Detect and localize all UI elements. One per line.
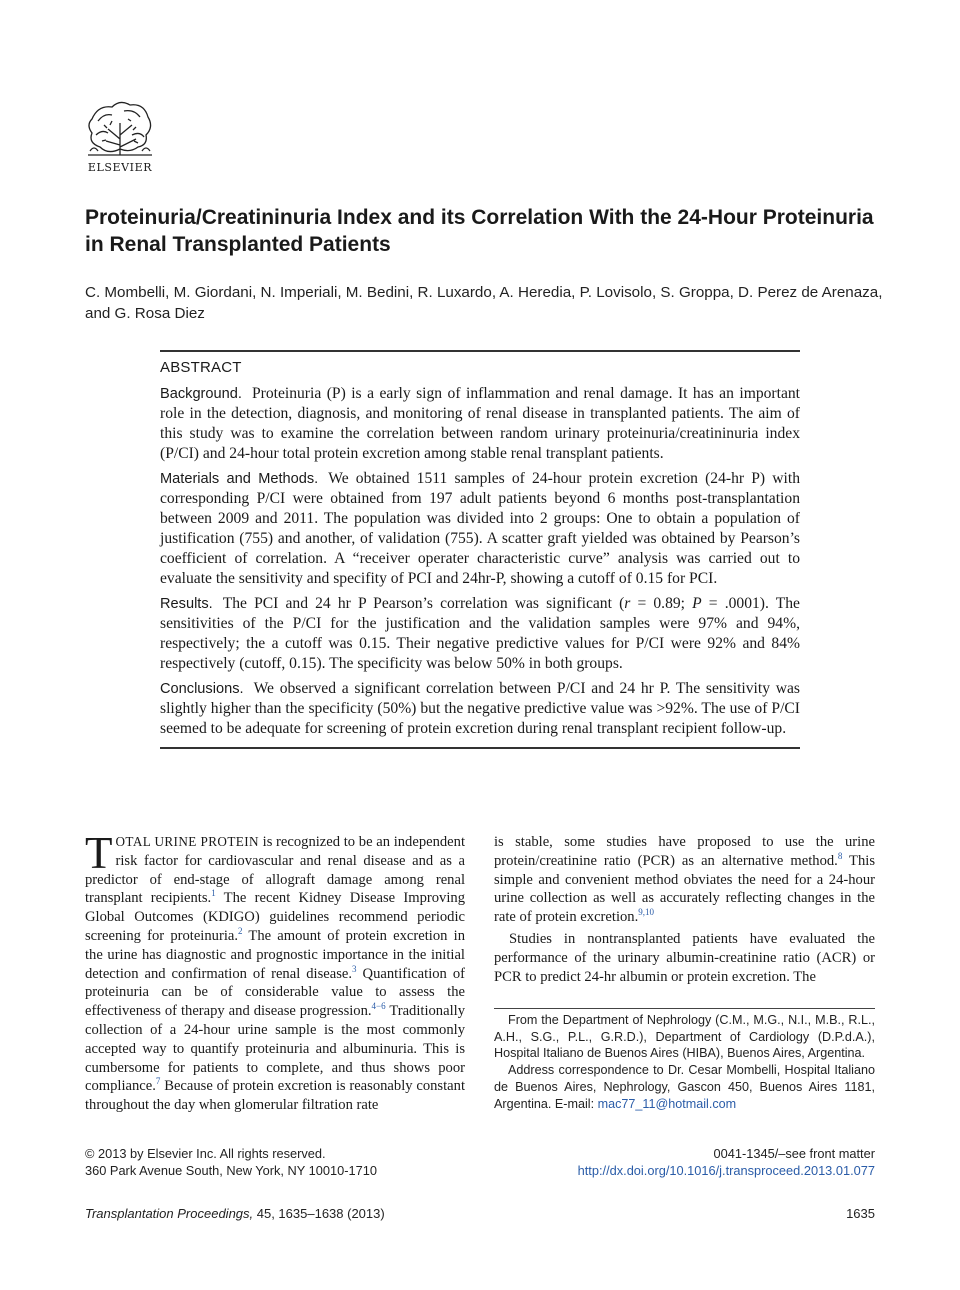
body-text: is recognized to be an independent risk factor for cardiovascular and renal disease and as a predictor of end-stage of allograft damage among renal transplant recipients. (85, 834, 466, 907)
footer-left (85, 1146, 377, 1179)
abstract-results (160, 594, 800, 674)
logo-wordmark: ELSEVIER (87, 161, 153, 173)
reference-link[interactable]: 3 (352, 963, 357, 974)
affiliation-from: From the Department of Nephrology (C.M., M.G., N.I., M.B., R.L., A.H., S.G., P.L., G.R.D.), Department of Cardiology (D.P.d.A.), Hospital Italiano de Buenos Aires (HIBA), Buenos Aires, Argentina. (494, 1013, 875, 1061)
email-link[interactable]: mac77_11@hotmail.com (597, 1096, 737, 1111)
publisher-address: 360 Park Avenue South, New York, NY 10010-1710 (85, 1162, 377, 1178)
correspondence-text: Address correspondence to Dr. Cesar Mombelli, Hospital Italiano de Buenos Aires, Nephrology, Gascon 450, Buenos Aires 1181, Argentina. E-mail: (494, 1063, 875, 1111)
body-text: The recent Kidney Disease Improving Global Outcomes (KDIGO) guidelines recommend periodic screening for proteinuria. (85, 890, 465, 944)
lead-in: OTAL URINE PROTEIN (115, 834, 259, 849)
body-text: The amount of protein excretion in the urine has diagnostic and prognostic importance in the initial detection and confirmation of renal disease. (85, 927, 465, 982)
page-number: 1635 (846, 1206, 875, 1221)
journal-name: Transplantation Proceedings, (85, 1206, 254, 1221)
copyright: © 2013 by Elsevier Inc. All rights reserved. (85, 1146, 326, 1161)
abstract-results-text: = .0001). The sensitivities of the P/CI for the justification and the validation samples were 97% and 94%, respectively; the a cutoff was 0.15. Their negative predictive values for P/CI were 92% and 84% respectively (cutoff, 0.15). The specificity was below 50% in both groups. (160, 595, 800, 672)
reference-link[interactable]: 4−6 (371, 1001, 386, 1012)
journal-citation (85, 1206, 385, 1221)
abstract-box (160, 350, 800, 749)
issn: 0041-1345/–see front matter (713, 1146, 875, 1161)
journal-volume: 45, 1635–1638 (2013) (253, 1206, 385, 1221)
abstract-background-label: Background. (160, 386, 242, 402)
reference-link[interactable]: 2 (238, 926, 243, 937)
doi-link[interactable]: http://dx.doi.org/10.1016/j.transproceed.2013.01.077 (577, 1162, 875, 1178)
body-text: Because of protein excretion is reasonably constant throughout the day when glomerular filtration rate (85, 1078, 465, 1114)
drop-cap: T (85, 828, 113, 878)
abstract-results-text: = 0.89; (630, 595, 693, 612)
body-paragraph: Studies in nontransplanted patients have evaluated the performance of the urinary albumin-creatinine ratio (ACR) or PCR to predict 24-hr albumin or protein excretion. The (494, 930, 875, 985)
affiliation-address (494, 1062, 875, 1112)
abstract-background (160, 384, 800, 464)
abstract-conclusions-label: Conclusions. (160, 681, 244, 697)
abstract-conclusions-text: We observed a significant correlation between P/CI and 24 hr P. The sensitivity was slightly higher than the specificity (50%) but the negative predictive value was >92%. The use of P/CI seemed to be adequate for screening of protein excretion during renal transplant recipient follow-up. (160, 680, 800, 737)
body-paragraph (494, 833, 875, 927)
body-text: Traditionally collection of a 24-hour urine sample is the most commonly accepted way to quantify proteinuria and albuminuria. This is cumbersome for patients to complete, and thus shows poor compliance. (85, 1003, 465, 1095)
abstract-heading: ABSTRACT (160, 359, 242, 376)
reference-link[interactable]: 8 (837, 850, 843, 861)
body-text: Quantification of proteinuria can be of considerable value to assess the effectiveness of therapy and disease progression. (85, 965, 465, 1020)
abstract-results-label: Results. (160, 596, 213, 612)
affiliation-note (494, 1012, 875, 1112)
body-column-left (85, 828, 466, 1115)
publisher-logo (84, 99, 156, 173)
body-paragraph (85, 828, 466, 1115)
article-title: Proteinuria/Creatininuria Index and its Correlation With the 24-Hour Proteinuria in Renal Transplanted Patients (85, 206, 874, 256)
abstract-conclusions (160, 679, 800, 739)
body-column-right (494, 833, 875, 986)
affiliation-divider (494, 1008, 875, 1009)
abstract-methods-text: We obtained 1511 samples of 24-hour protein excretion (24-hr P) with corresponding P/CI were obtained from 197 adult patients beyond 6 months post-transplantation between 2009 and 2011. The population was divided into 2 groups: One to obtain a population of justification (755) and another, of validation (755). A scatter graft yielded was obtained by Pearson’s coefficient of correlation. A “receiver operater characteristic curve” analysis was carried out to evaluate the sensitivity and specifity of PCI and 24hr-P, showing a cutoff of 0.15 for PCI. (160, 470, 800, 587)
footer-right (560, 1146, 875, 1179)
body-text: This simple and convenient method obviates the need for a 24-hour urine collection as well as accurately reflecting changes in the rate of protein excretion. (494, 852, 875, 926)
elsevier-tree-icon (84, 99, 156, 173)
abstract-methods (160, 469, 800, 589)
abstract-results-text: The PCI and 24 hr P Pearson’s correlation was significant ( (222, 595, 625, 612)
author-list: C. Mombelli, M. Giordani, N. Imperiali, M. Bedini, R. Luxardo, A. Heredia, P. Lovisolo, S. Groppa, D. Perez de Arenaza, and G. Rosa Diez (85, 284, 883, 322)
stat-r: r (624, 595, 631, 612)
abstract-methods-label: Materials and Methods. (160, 471, 319, 487)
reference-link[interactable]: 7 (155, 1076, 161, 1087)
reference-link[interactable]: 1 (211, 888, 216, 899)
abstract-background-text: Proteinuria (P) is a early sign of inflammation and renal damage. It has an important role in the detection, diagnosis, and monitoring of renal disease in transplanted patients. The aim of this study was to examine the correlation between random urinary proteinuria/creatininuria index (P/CI) and 24-hour total protein excretion among stable renal transplant patients. (160, 385, 800, 462)
reference-link[interactable]: 9,10 (638, 907, 654, 918)
stat-p: P (692, 595, 702, 612)
body-text: is stable, some studies have proposed to use the urine protein/creatinine ratio (PCR) as an alternative method. (494, 834, 875, 869)
